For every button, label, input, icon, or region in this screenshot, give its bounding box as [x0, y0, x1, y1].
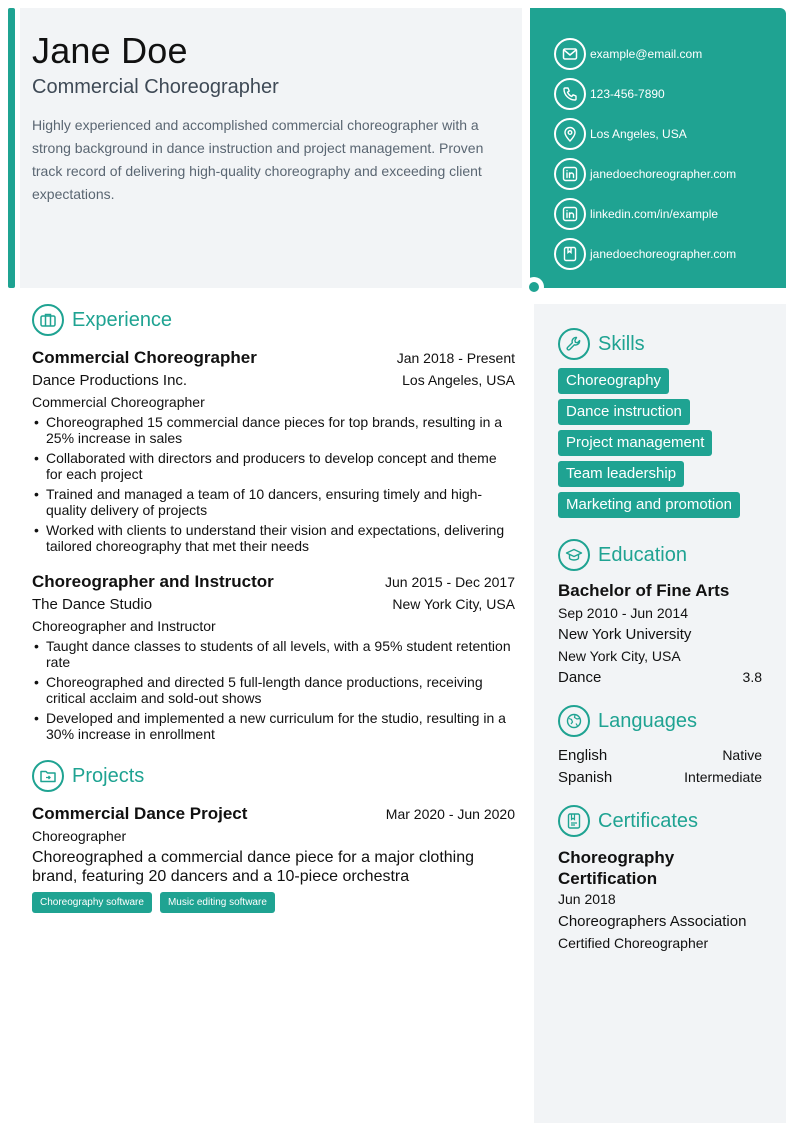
project-date: Mar 2020 - Jun 2020 [385, 806, 515, 822]
project-tags [32, 892, 515, 913]
job-entry [32, 346, 515, 554]
summary: Highly experienced and accomplished commercial choreographer with a strong background in dance instruction and project management. Proven track record of delivering high-quality choreography and exceeding client expectations. [32, 117, 484, 202]
contact-website-text: janedoechoreographer.com [590, 167, 737, 181]
contact-phone[interactable] [554, 74, 786, 114]
job-position: Choreographer and Instructor [32, 618, 216, 634]
language-level: Native [722, 747, 762, 763]
linkedin-icon [554, 198, 586, 230]
globe-icon [558, 705, 590, 737]
job-bullet: • Taught dance classes to students of all levels, with a 95% student retention rate [32, 638, 515, 670]
language-name: English [558, 747, 608, 764]
job-company: Dance Productions Inc. [32, 372, 188, 389]
email-icon [554, 38, 586, 70]
language-list [558, 745, 762, 789]
job-date: Jun 2015 - Dec 2017 [385, 574, 515, 590]
contact-panel [530, 8, 786, 288]
job-bullet: • Choreographed and directed 5 full-length dance productions, receiving critical acclaim and sold-out shows [32, 674, 515, 706]
wrench-icon [558, 328, 590, 360]
certificates-title: Certificates [598, 809, 699, 832]
skills-title: Skills [598, 332, 645, 355]
language-name: Spanish [558, 769, 613, 786]
contact-email[interactable] [554, 34, 786, 74]
edu-field: Dance [558, 669, 602, 686]
skill-tag: Project management [558, 430, 712, 456]
graduation-cap-icon [558, 539, 590, 571]
timeline-dot [524, 277, 544, 297]
project-role: Choreographer [32, 828, 127, 844]
certificates-header [558, 805, 762, 837]
accent-bar [8, 8, 15, 288]
skill-tag: Team leadership [558, 461, 684, 487]
skill-tag: Choreography [558, 368, 669, 394]
location-icon [554, 118, 586, 150]
project-entry [32, 802, 515, 913]
education-title: Education [598, 543, 687, 566]
languages-header [558, 705, 762, 737]
education-header [558, 539, 762, 571]
job-bullet: • Trained and managed a team of 10 dancers, ensuring timely and high-quality delivery of projects [32, 486, 515, 518]
project-tag: Music editing software [160, 892, 275, 913]
experience-header [32, 304, 515, 336]
edu-gpa: 3.8 [742, 669, 762, 685]
phone-icon [554, 78, 586, 110]
job-title: Commercial Choreographer [32, 348, 257, 367]
cert-org: Choreographers Association [558, 913, 747, 930]
contact-location [554, 114, 786, 154]
skill-tag: Dance instruction [558, 399, 690, 425]
skill-list [558, 368, 762, 523]
cert-date: Jun 2018 [558, 891, 616, 907]
language-row [558, 767, 762, 789]
contact-phone-text: 123-456-7890 [590, 87, 665, 101]
job-bullets [32, 638, 515, 742]
candidate-role: Commercial Choreographer [32, 76, 279, 98]
job-bullet: • Worked with clients to understand their vision and expectations, delivering tailored choreography that met their needs [32, 522, 515, 554]
language-level: Intermediate [684, 769, 762, 785]
header-panel [20, 8, 522, 288]
briefcase-icon [32, 304, 64, 336]
skills-header [558, 328, 762, 360]
job-bullet: • Developed and implemented a new curriculum for the studio, resulting in a 30% increase in enrollment [32, 710, 515, 742]
edu-location: New York City, USA [558, 648, 681, 664]
job-title: Choreographer and Instructor [32, 572, 274, 591]
job-bullets [32, 414, 515, 554]
cert-credential: Certified Choreographer [558, 935, 709, 951]
edu-degree: Bachelor of Fine Arts [558, 581, 730, 600]
sidebar [534, 304, 786, 1123]
contact-linkedin[interactable] [554, 194, 786, 234]
job-entry [32, 570, 515, 742]
contact-location-text: Los Angeles, USA [590, 127, 687, 141]
skill-tag: Marketing and promotion [558, 492, 740, 518]
projects-header [32, 760, 515, 792]
edu-dates: Sep 2010 - Jun 2014 [558, 605, 688, 621]
candidate-name: Jane Doe [32, 30, 188, 71]
main-column [32, 304, 515, 913]
contact-email-text: example@email.com [590, 47, 703, 61]
bookmark-icon [554, 238, 586, 270]
certificate-icon [558, 805, 590, 837]
project-tag: Choreography software [32, 892, 152, 913]
job-bullet: • Choreographed 15 commercial dance pieces for top brands, resulting in a 25% increase in sales [32, 414, 515, 446]
language-row [558, 745, 762, 767]
contact-portfolio[interactable] [554, 234, 786, 274]
linkedin-icon [554, 158, 586, 190]
job-location: Los Angeles, USA [402, 372, 515, 388]
project-title: Commercial Dance Project [32, 804, 248, 823]
contact-portfolio-text: janedoechoreographer.com [590, 247, 737, 261]
cert-name: Choreography Certification [558, 848, 675, 888]
job-date: Jan 2018 - Present [396, 350, 515, 366]
job-location: New York City, USA [392, 596, 515, 612]
experience-title: Experience [72, 308, 173, 331]
edu-school: New York University [558, 626, 692, 643]
timeline-dot-inner [529, 282, 539, 292]
job-position: Commercial Choreographer [32, 394, 205, 410]
folder-icon [32, 760, 64, 792]
job-company: The Dance Studio [32, 596, 153, 613]
projects-title: Projects [72, 764, 145, 787]
contact-linkedin-text: linkedin.com/in/example [590, 207, 719, 221]
job-bullet: • Collaborated with directors and producers to develop concept and theme for each project [32, 450, 515, 482]
contact-website[interactable] [554, 154, 786, 194]
languages-title: Languages [598, 709, 697, 732]
project-description: Choreographed a commercial dance piece for a major clothing brand, featuring 20 dancers and a 10-piece orchestra [32, 849, 475, 885]
